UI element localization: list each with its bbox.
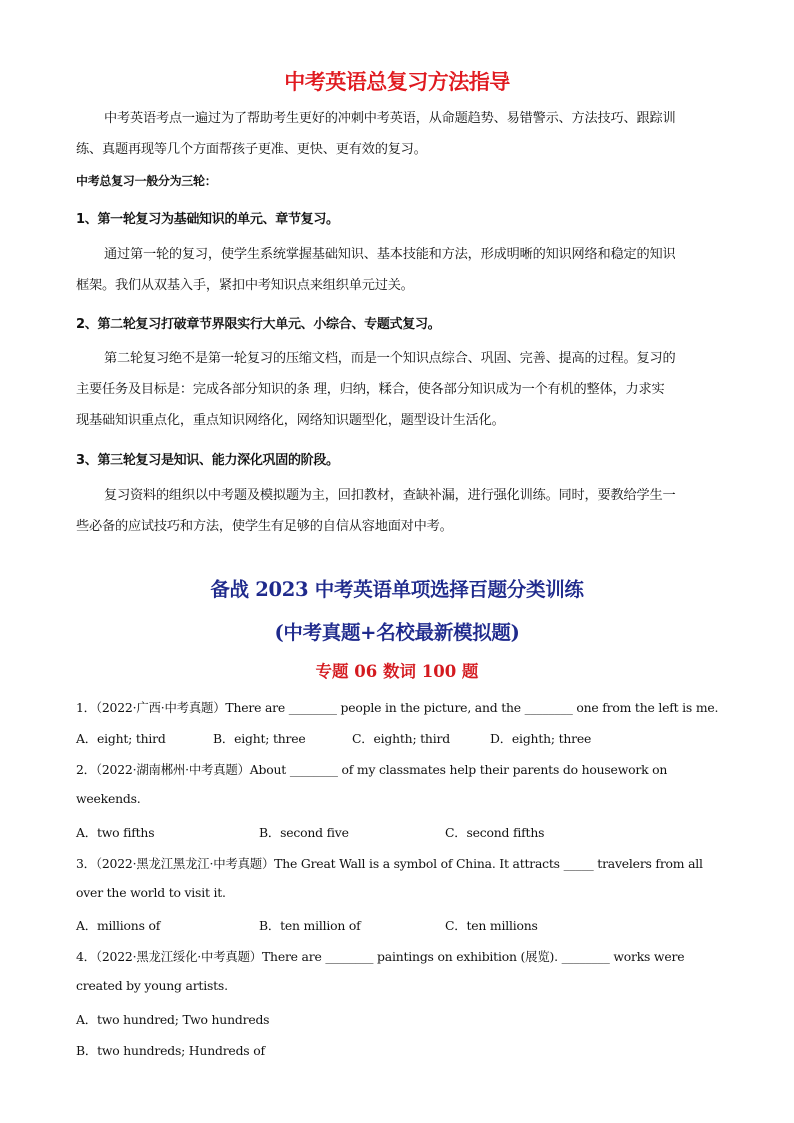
round2-line-1: 第二轮复习绝不是第一轮复习的压缩文档，而是一个知识点综合、巩固、完善、提高的过程。复习的 — [104, 351, 676, 366]
question-text-cont: over the world to visit it. — [76, 885, 226, 900]
exercise-title-line-1: 备战 2023 中考英语单项选择百题分类训练 — [210, 578, 584, 601]
round3-line-2: 些必备的应试技巧和方法，使学生有足够的自信从容地面对中考。 — [76, 519, 453, 534]
guide-title: 中考英语总复习方法指导 — [284, 70, 510, 94]
intro-line-2: 练、真题再现等几个方面帮孩子更准、更快、更有效的复习。 — [76, 142, 427, 157]
rounds-heading: 中考总复习一般分为三轮： — [76, 174, 217, 188]
topic-title: 专题 06 数词 100 题 — [315, 662, 479, 681]
question-text-cont: created by young artists. — [76, 978, 228, 993]
round1-heading: 1、第一轮复习为基础知识的单元、章节复习。 — [76, 212, 339, 227]
round3-line-1: 复习资料的组织以中考题及模拟题为主，回扣教材，查缺补漏，进行强化训练。同时，要教给学生一 — [104, 488, 676, 503]
option-a[interactable]: A．millions of — [76, 918, 161, 933]
option-b[interactable]: B．eight; three — [213, 731, 306, 746]
round3-heading: 3、第三轮复习是知识、能力深化巩固的阶段。 — [76, 453, 339, 468]
option-b[interactable]: B．two hundreds; Hundreds of — [76, 1043, 265, 1058]
round2-line-3: 现基础知识重点化，重点知识网络化，网络知识题型化，题型设计生活化。 — [76, 413, 505, 428]
question-text-cont: weekends. — [76, 791, 141, 806]
option-c[interactable]: C．eighth; third — [352, 731, 450, 746]
option-b[interactable]: B．ten million of — [259, 918, 361, 933]
question-text: 3．（2022·黑龙江黑龙江·中考真题）The Great Wall is a symbol of China. It attracts _____ travelers from all — [76, 856, 703, 871]
option-b[interactable]: B．second five — [259, 825, 349, 840]
option-a[interactable]: A．eight; third — [76, 731, 166, 746]
round1-line-1: 通过第一轮的复习，使学生系统掌握基础知识、基本技能和方法，形成明晰的知识网络和稳定的知识 — [104, 247, 676, 262]
exercise-title-line-2: (中考真题+名校最新模拟题) — [274, 621, 520, 644]
question-text: 4．（2022·黑龙江绥化·中考真题）There are ________ paintings on exhibition (展览). ________ works were — [76, 949, 685, 964]
option-a[interactable]: A．two fifths — [76, 825, 155, 840]
question-text: 1．（2022·广西·中考真题）There are ________ people in the picture, and the ________ one from the left is me. — [76, 700, 719, 715]
intro-line-1: 中考英语考点一遍过为了帮助考生更好的冲刺中考英语，从命题趋势、易错警示、方法技巧、跟踪训 — [104, 111, 676, 126]
question-text: 2．（2022·湖南郴州·中考真题）About ________ of my classmates help their parents do housework on — [76, 762, 668, 777]
option-c[interactable]: C．ten millions — [445, 918, 538, 933]
round1-line-2: 框架。我们从双基入手，紧扣中考知识点来组织单元过关。 — [76, 278, 414, 293]
round2-line-2: 主要任务及目标是：完成各部分知识的条 理，归纳，糅合，使各部分知识成为一个有机的整体，力求实 — [76, 382, 665, 397]
option-d[interactable]: D．eighth; three — [490, 731, 592, 746]
round2-heading: 2、第二轮复习打破章节界限实行大单元、小综合、专题式复习。 — [76, 317, 441, 332]
option-a[interactable]: A．two hundred; Two hundreds — [76, 1012, 270, 1027]
option-c[interactable]: C．second fifths — [445, 825, 545, 840]
